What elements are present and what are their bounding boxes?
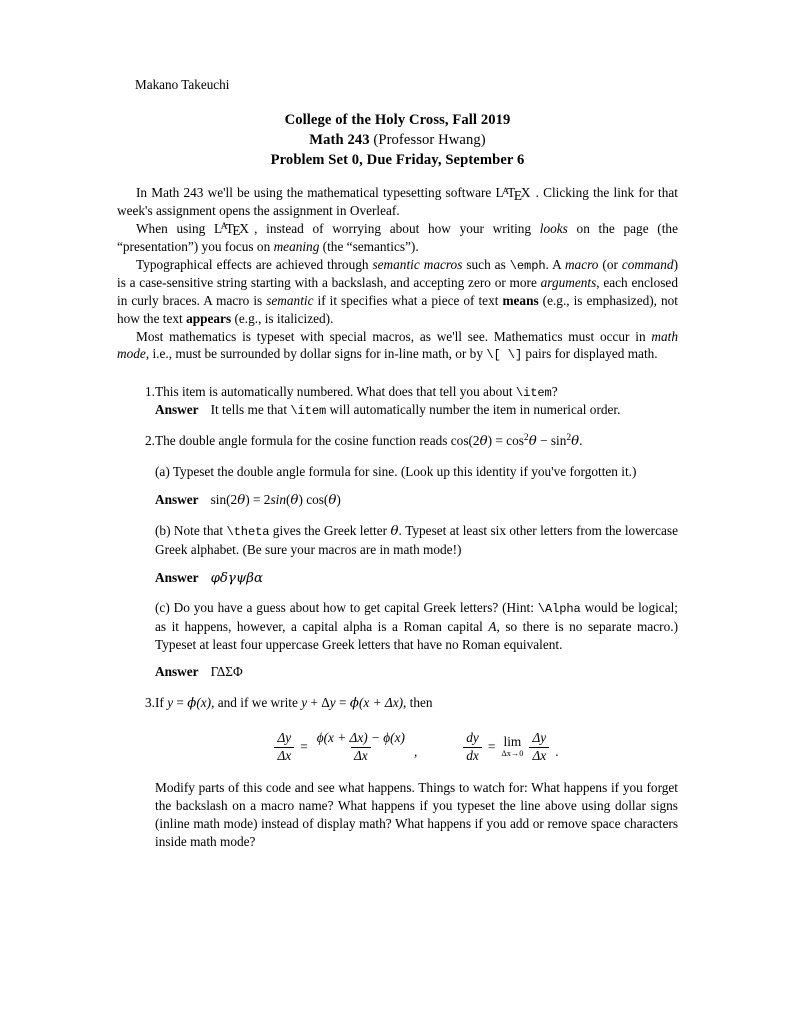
item-1-answer-b: will automatically number the item in numerical order. bbox=[326, 401, 621, 417]
intro-p3-text-b: such as bbox=[462, 256, 510, 272]
part-b-label: (b) bbox=[155, 522, 171, 538]
item-2-stem bbox=[155, 432, 678, 451]
title-line-assignment bbox=[117, 150, 678, 170]
paren-cos: ) cos( bbox=[298, 491, 329, 507]
equals-sign: = bbox=[173, 695, 188, 711]
intro-p3-text-e: ) is a case-sensitive string starting with a backslash, and accepting zero or more bbox=[117, 256, 679, 290]
item-1-question-a: This item is automatically numbered. What does that tell you about bbox=[155, 383, 516, 399]
theta-symbol: θ bbox=[571, 434, 580, 450]
item-gap-2-3 bbox=[117, 681, 678, 694]
list-item bbox=[117, 383, 678, 420]
intro-p2-emph-meaning: meaning bbox=[273, 238, 320, 254]
paren-x-plus-delta-x: (x + Δx) bbox=[358, 695, 404, 711]
intro-p3-bold-appears: appears bbox=[186, 310, 232, 326]
part-c-text-c: , so there is no separate macro.) Typeset at least four uppercase Greek letters that have no Roman equivalent. bbox=[155, 618, 678, 652]
intro-p3-text-h: (e.g., is emphasized), not how the text bbox=[117, 292, 679, 326]
intro-p2-text-a: When using bbox=[136, 220, 214, 236]
intro-p2-emph-looks: looks bbox=[539, 220, 568, 236]
list-item bbox=[117, 432, 678, 681]
intro-p4-text-a: Most mathematics is typeset with special macros, as we'll see. Mathematics must occur in bbox=[136, 328, 652, 344]
item-gap-1-2 bbox=[117, 419, 678, 432]
item-3-text-b: , and if we write bbox=[211, 695, 302, 711]
fraction-denominator: dx bbox=[463, 747, 482, 763]
item-1-question-b: ? bbox=[551, 383, 558, 399]
sin-italic: sin bbox=[270, 491, 286, 507]
part-a-text: Typeset the double angle formula for sine. (Look up this identity if you've forgotten it.) bbox=[172, 464, 637, 480]
part-c-label: (c) bbox=[155, 600, 170, 616]
intro-p2-text-d: (the “semantics”). bbox=[319, 238, 419, 254]
limit-operator bbox=[501, 735, 523, 759]
intro-p4-emph-math-mode: math mode bbox=[117, 328, 678, 362]
intro-p3-emph-semantic: semantic bbox=[266, 292, 314, 308]
intro-p3-emph-semantic-macros: semantic macros bbox=[372, 256, 463, 272]
variable-y: y bbox=[167, 695, 174, 711]
minus-sin: − sin bbox=[536, 433, 567, 449]
intro-p1-text-b: . Clicking the link for that week's assignment opens the assignment in Overleaf. bbox=[117, 185, 678, 218]
latex-logo-x: X bbox=[520, 185, 531, 201]
item-2-part-a-answer bbox=[155, 491, 678, 510]
roman-capital-a: A bbox=[488, 618, 497, 634]
variable-y: y bbox=[301, 695, 308, 711]
difference-quotient-equation bbox=[274, 731, 417, 763]
theta-symbol: θ bbox=[390, 523, 399, 539]
item-2-stem-formula bbox=[451, 433, 583, 448]
paren-close: ) bbox=[336, 491, 341, 507]
answer-label: Answer bbox=[155, 569, 199, 585]
part-c-text-b: would be logical; as it happens, however, a capital alpha is a Roman capital bbox=[155, 600, 678, 634]
intro-paragraph-2 bbox=[117, 220, 678, 256]
list-item bbox=[117, 694, 678, 850]
latex-logo-t: T bbox=[225, 220, 234, 236]
theta-symbol: θ bbox=[290, 492, 299, 508]
exponent-2: 2 bbox=[523, 432, 529, 444]
intro-p4-text-c: pairs for displayed math. bbox=[522, 346, 658, 362]
title-course-professor: (Professor Hwang) bbox=[373, 131, 486, 148]
item-1-answer-a: It tells me that bbox=[210, 401, 291, 417]
fraction-delta-y-over-delta-x bbox=[529, 731, 549, 763]
title-course-bold: Math 243 bbox=[309, 131, 374, 148]
phi-symbol: ϕ bbox=[187, 696, 197, 712]
part-c-text-a: Do you have a guess about how to get capital Greek letters? (Hint: bbox=[173, 600, 538, 616]
intro-p1-text-a: In Math 243 we'll be using the mathematical typesetting software bbox=[136, 185, 496, 201]
intro-p3-text-a: Typographical effects are achieved through bbox=[136, 256, 373, 272]
latex-logo-e: E bbox=[513, 187, 523, 203]
equals-sign: = bbox=[300, 739, 308, 755]
fraction-denominator: Δx bbox=[529, 747, 549, 763]
intro-paragraph-3 bbox=[117, 256, 678, 328]
latex-logo bbox=[495, 185, 535, 203]
intro-p3-text-g: if it specifies what a piece of text bbox=[313, 292, 503, 308]
part-b-text-c: . Typeset at least six other letters from the lowercase Greek alphabet. (Be sure your macros are in math mode!) bbox=[155, 522, 678, 557]
intro-p3-text-c: . A bbox=[545, 256, 565, 272]
paren-x: (x) bbox=[196, 695, 212, 711]
title-block bbox=[117, 110, 678, 170]
fraction-numerator: Δy bbox=[532, 730, 547, 746]
latex-logo-a: A bbox=[220, 222, 227, 233]
sin-open: sin(2 bbox=[210, 491, 238, 507]
item-1-answer bbox=[155, 401, 678, 419]
title-institution-bold: College of the Holy Cross, Fall 2019 bbox=[284, 111, 511, 128]
author-name: Makano Takeuchi bbox=[135, 77, 230, 92]
item-marker-1: 1. bbox=[145, 383, 155, 399]
title-line-course bbox=[117, 130, 678, 150]
intro-p4-mono-brackets: \[ \] bbox=[486, 348, 523, 363]
intro-p3-bold-means: means bbox=[502, 292, 539, 308]
period: . bbox=[579, 433, 583, 449]
intro-p3-emph-command: command bbox=[621, 256, 674, 272]
lowercase-greek-letters: φδγψβα bbox=[210, 570, 263, 586]
intro-p3-text-f: , each enclosed in curly braces. A macro is bbox=[117, 274, 678, 308]
theta-symbol: θ bbox=[479, 434, 488, 450]
intro-paragraph-1 bbox=[117, 184, 678, 220]
latex-logo-e: E bbox=[232, 223, 241, 239]
fraction-dy-over-dx bbox=[463, 731, 482, 763]
derivative-limit-equation bbox=[463, 731, 558, 763]
variable-y: y bbox=[329, 695, 336, 711]
part-b-mono-theta: \theta bbox=[226, 524, 270, 539]
intro-p4-text-b: , i.e., must be surrounded by dollar signs for in-line math, or by bbox=[145, 346, 487, 362]
intro-p3-emph-macro: macro bbox=[564, 256, 599, 272]
latex-logo-t: T bbox=[507, 185, 516, 201]
intro-p3-text-d: (or bbox=[598, 256, 622, 272]
title-assignment-bold: Problem Set 0, Due Friday, September 6 bbox=[270, 151, 525, 168]
latex-logo-x: X bbox=[239, 220, 249, 236]
item-1-answer-mono-item: \item bbox=[290, 403, 327, 418]
equation-comma: , bbox=[413, 744, 418, 760]
item-3-closing-paragraph: Modify parts of this code and see what happens. Things to watch for: What happens if you forget the backslash on a macro name? What happens if you typeset the line above using dollar signs (inline math mode) instead of display math? What happens if you add or remove space characters inside math mode? bbox=[155, 779, 678, 849]
part-b-text-a: Note that bbox=[173, 522, 227, 538]
item-2-part-b bbox=[155, 522, 678, 559]
fraction-denominator: Δx bbox=[274, 747, 294, 763]
item-2-stem-text: The double angle formula for the cosine function reads bbox=[155, 433, 451, 449]
displayed-equation bbox=[155, 731, 678, 763]
answer-label: Answer bbox=[155, 491, 199, 507]
item-3-stem bbox=[155, 694, 678, 713]
equals-two: ) = 2 bbox=[245, 491, 271, 507]
title-line-institution bbox=[117, 110, 678, 130]
fraction-numerator: dy bbox=[466, 730, 479, 746]
theta-symbol: θ bbox=[528, 434, 537, 450]
item-3-text-a: If bbox=[155, 695, 168, 711]
fraction-numerator: Δy bbox=[277, 730, 292, 746]
answer-label: Answer bbox=[155, 401, 199, 417]
intro-p2-text-b: , instead of worrying about how your writing bbox=[254, 220, 540, 236]
fraction-denominator: Δx bbox=[351, 747, 371, 763]
equals-sign: = bbox=[335, 695, 350, 711]
sine-double-angle-formula bbox=[211, 492, 341, 507]
answer-label: Answer bbox=[155, 664, 199, 680]
theta-symbol: θ bbox=[237, 492, 246, 508]
equals-sign: = bbox=[487, 739, 496, 755]
item-2-part-b-answer bbox=[155, 569, 678, 588]
latex-logo-a: A bbox=[502, 186, 509, 197]
fraction-numerator: ϕ(x + Δx) − ϕ(x) bbox=[316, 730, 405, 746]
part-a-label: (a) bbox=[155, 464, 170, 480]
fraction-phi-difference bbox=[314, 731, 408, 763]
uppercase-greek-letters: ΓΔΣΦ bbox=[210, 664, 243, 680]
item-2-part-c bbox=[155, 599, 678, 653]
item-marker-3: 3. bbox=[145, 695, 155, 711]
intro-p3-emph-arguments: arguments bbox=[540, 274, 597, 290]
intro-p3-text-i: (e.g., is italicized). bbox=[231, 310, 334, 326]
plus-delta: + Δ bbox=[307, 695, 330, 711]
part-c-mono-alpha: \Alpha bbox=[537, 602, 581, 617]
limit-subscript: Δx→0 bbox=[501, 749, 524, 759]
list-top-spacer bbox=[117, 364, 678, 383]
latex-logo bbox=[213, 220, 254, 239]
exponent-2: 2 bbox=[566, 432, 572, 444]
limit-label: lim bbox=[503, 734, 522, 750]
document-body bbox=[117, 76, 678, 850]
item-2-part-a bbox=[155, 463, 678, 481]
intro-p3-mono-emph: \emph bbox=[509, 258, 546, 273]
item-1-question bbox=[155, 383, 678, 401]
latex-logo-l: L bbox=[495, 185, 504, 201]
intro-paragraph-4 bbox=[117, 328, 678, 364]
item-2-part-c-answer bbox=[155, 663, 678, 681]
cos-close: ) = cos bbox=[487, 433, 524, 449]
cos-open: cos(2 bbox=[450, 433, 480, 449]
theta-symbol: θ bbox=[328, 492, 337, 508]
fraction-delta-y-over-delta-x bbox=[274, 731, 294, 763]
item-3-text-c: , then bbox=[403, 695, 433, 711]
part-b-text-b: gives the Greek letter bbox=[269, 522, 391, 538]
equation-period: . bbox=[555, 744, 559, 760]
paren-open: ( bbox=[285, 491, 291, 507]
intro-p2-text-c: on the page (the “presentation”) you focus on bbox=[117, 220, 678, 254]
problem-list bbox=[117, 383, 678, 851]
latex-logo-l: L bbox=[213, 220, 223, 236]
item-1-mono-item: \item bbox=[515, 385, 552, 400]
item-marker-2: 2. bbox=[145, 433, 155, 449]
phi-symbol: ϕ bbox=[349, 696, 359, 712]
